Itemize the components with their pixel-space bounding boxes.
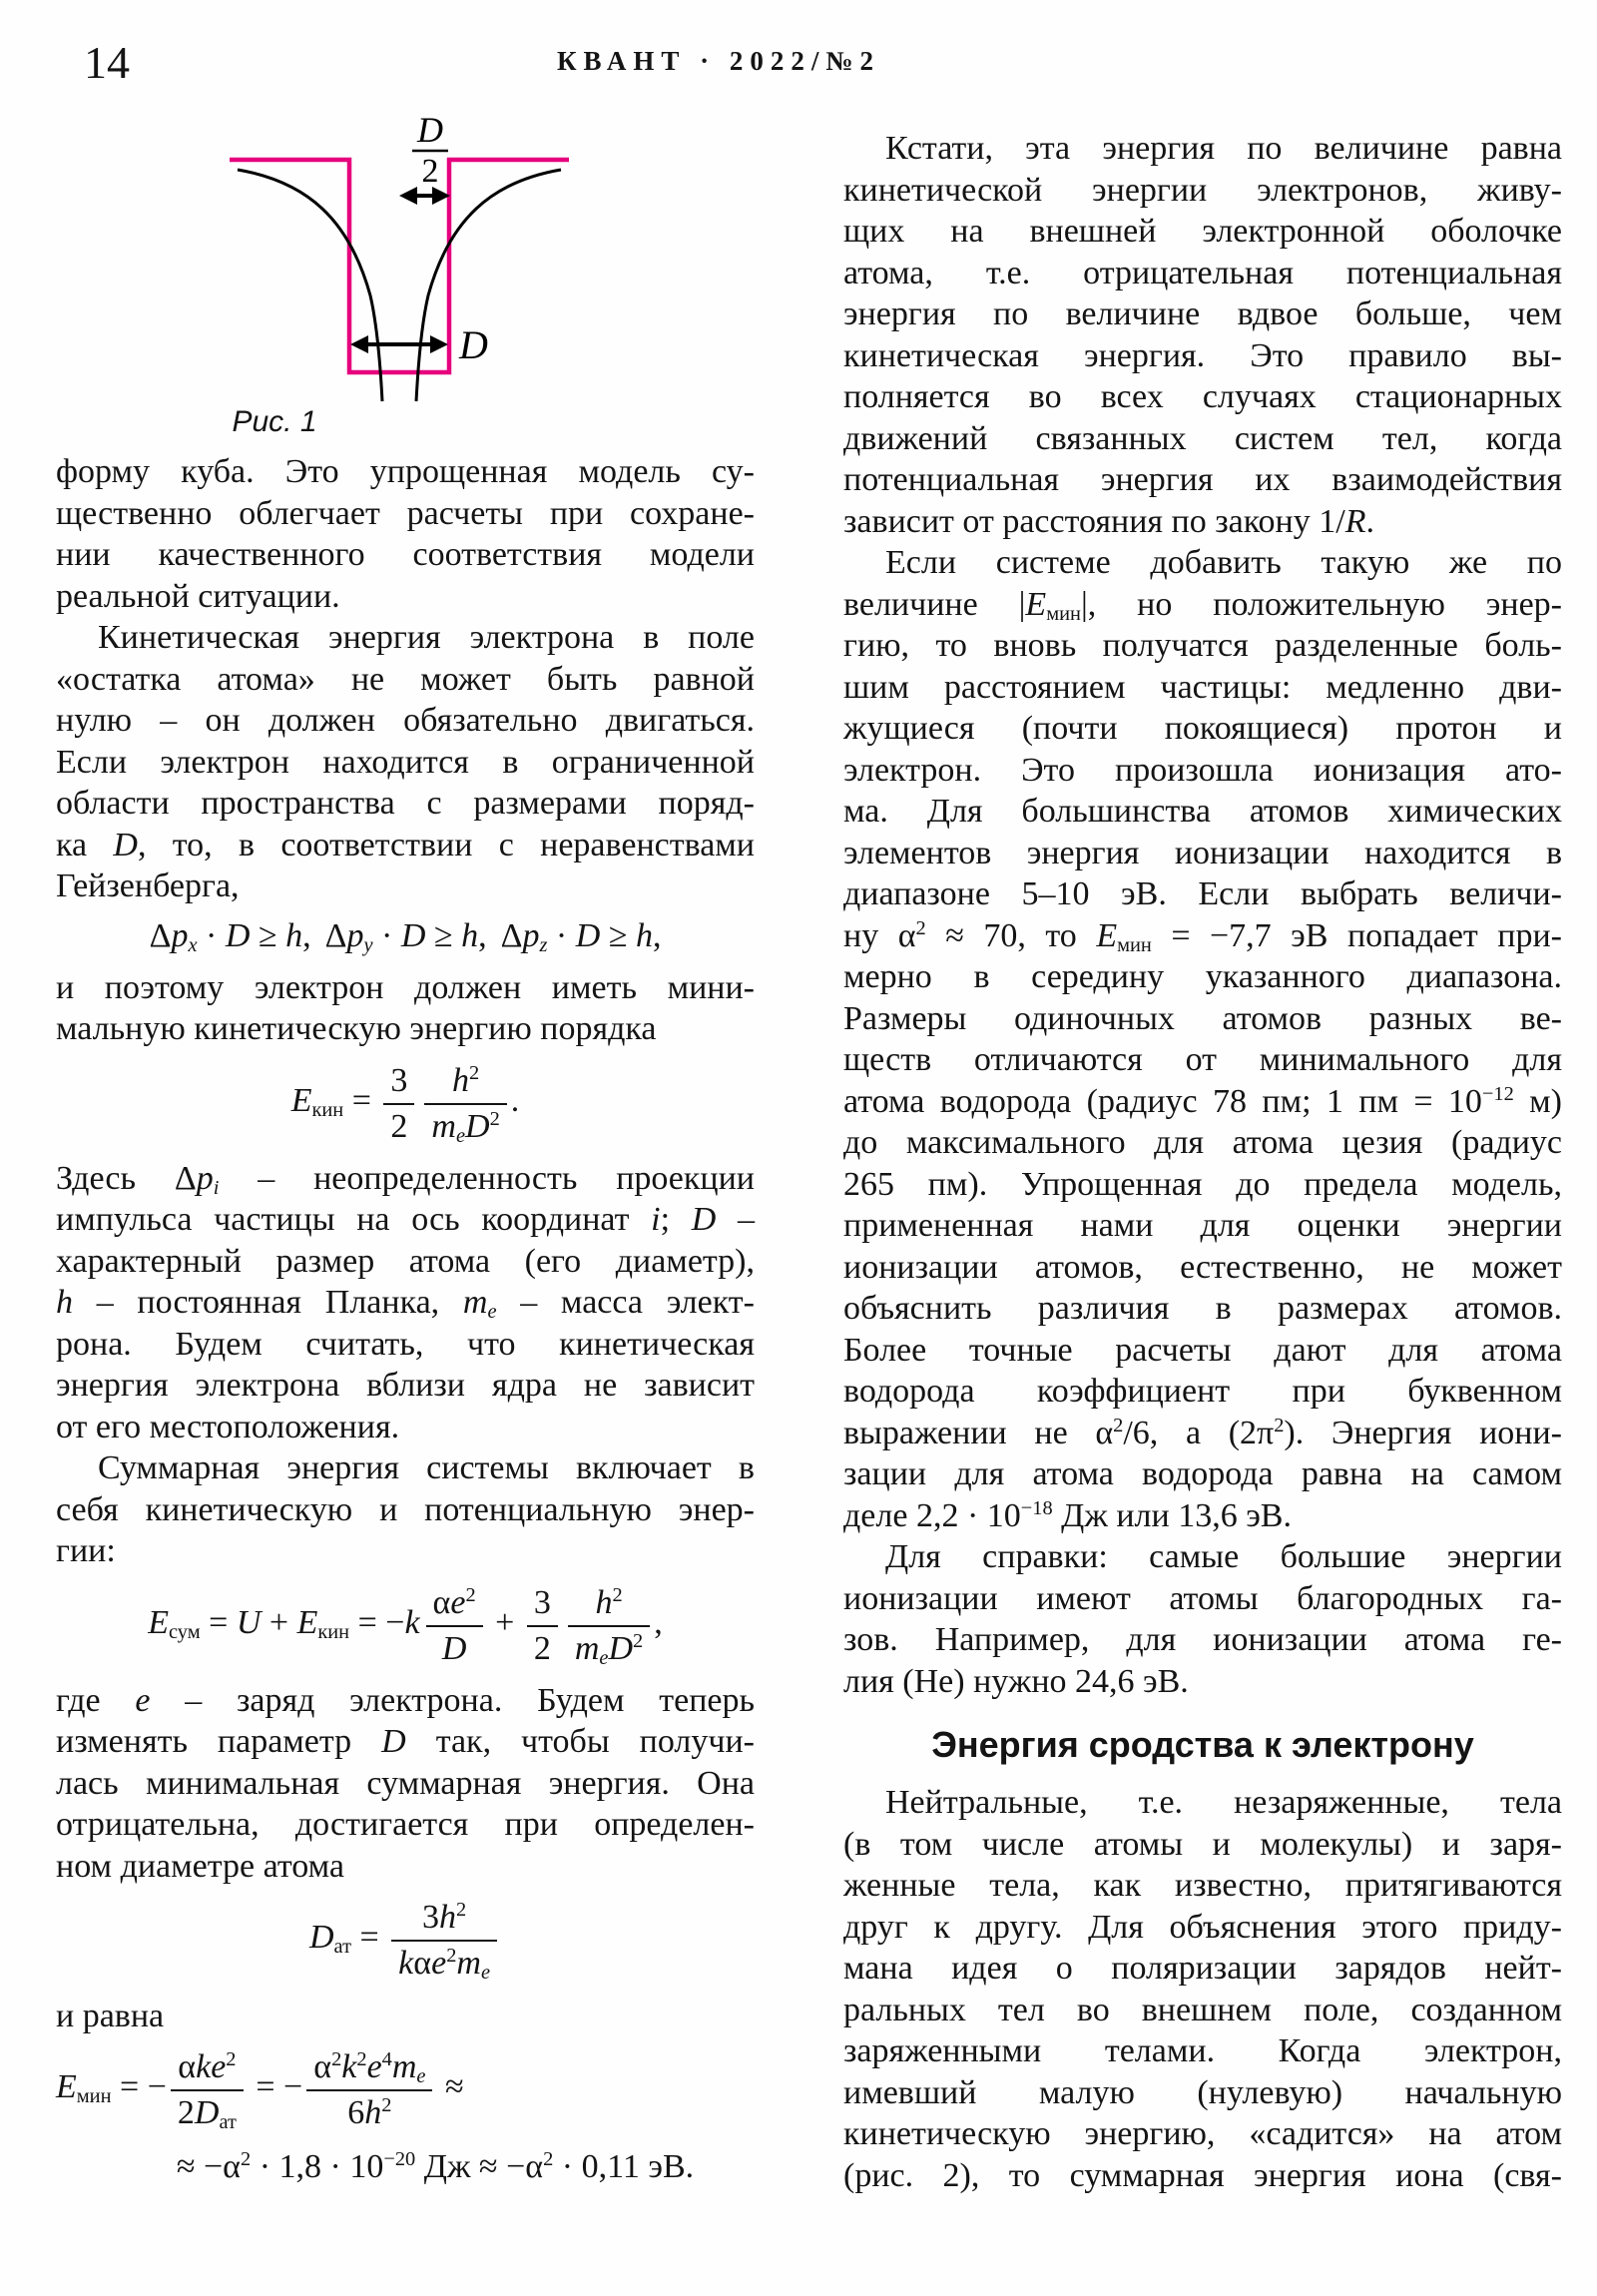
journal-title: КВАНТ · 2022/№2 [556,46,881,76]
text-line: гию, то вновь получатся разделенные боль- [843,627,1562,664]
text-line: (рис. 2), то суммарная энергия иона (свя- [843,2156,1562,2194]
text-line: рона. Будем считать, что кинетическая [56,1325,755,1363]
text-line: Более точные расчеты дают для атома [843,1331,1562,1369]
text-line: себя кинетическую и потенциальную энер- [56,1490,755,1528]
text-line: отрицательна, достигается при определен- [56,1806,755,1844]
paragraph [56,967,755,1050]
text-line: лась минимальная суммарная энергия. Она [56,1764,755,1802]
paragraph [843,128,1562,542]
figure-1 [150,86,599,417]
figure-1-caption: Рис. 1 [232,405,317,438]
text-line: Размеры одиночных атомов разных ве- [843,999,1562,1037]
text-line: ном диаметре атома [56,1847,344,1885]
text-line: потенциальная энергия их взаимодействия [843,461,1562,498]
text-line: ионизации атомов, естественно, не может [843,1248,1562,1286]
text-line: Гейзенберга, [56,867,240,904]
fraction: $\frac{h^2}{m_eD^2}$ [568,1582,650,1668]
width-arrowhead-left [350,335,368,353]
text-line: Если системе добавить такую же по [885,544,1562,581]
text-line: и поэтому электрон должен иметь мини- [56,968,755,1006]
text-line: зависит от расстояния по закону 1/R. [843,502,1374,540]
text-line: мальную кинетическую энергию порядка [56,1010,657,1048]
text-line: Кстати, эта энергия по величине равна [885,130,1562,167]
text-line: области пространства с размерами поряд- [56,785,755,822]
text-line: нулю – он должен обязательно двигаться. [56,702,755,739]
text-line: электрон. Это произошла ионизация ато- [843,751,1562,789]
text-line: ка D, то, в соответствии с неравенствами [56,826,755,863]
text-line: заряженными телами. Когда электрон, [843,2032,1562,2069]
potential-well-diagram [150,86,599,417]
paragraph [843,1536,1562,1702]
text-line: щественно облегчает расчеты при сохране- [56,494,755,532]
text-line: Суммарная энергия системы включает в [98,1449,755,1487]
text-line: движений связанных систем тел, когда [843,419,1562,457]
formula-row: $D_{ат}$ = $\frac{3h^2}{k\alpha e^2m_e}$ [56,1897,755,1983]
fraction: $\frac{\alpha^2k^2e^4m_e}{6h^2}$ [306,2046,432,2132]
right-text-column [843,128,1562,2196]
text-line: где e – заряд электрона. Будем теперь [56,1681,755,1719]
text-line: до максимального для атома цезия (радиус [843,1124,1562,1161]
text-line: атома, т.е. отрицательная потенциальная [843,254,1562,291]
left-text-column [56,451,755,2198]
text-line: зации для атома водорода равна на самом [843,1455,1562,1492]
text-line: ществ отличаются от минимального для [843,1041,1562,1078]
text-line: Здесь $\Delta p_i$ – неопределенность проекции [56,1159,755,1199]
display-formula [56,1887,755,1995]
paragraph [843,1782,1562,2196]
formula-row: $\Delta p_x \cdot D \ge h$, $\Delta p_y \cdot D \ge h$, $\Delta p_z \cdot D \ge h$, [149,916,662,956]
paragraph [843,542,1562,1536]
display-formula [56,1050,755,1158]
text-line: кинетическую энергию, «садится» на атом [843,2115,1562,2152]
fraction: $\frac{h^2}{m_eD^2}$ [424,1060,506,1146]
text-line: кинетическая энергия. Это правило вы- [843,336,1562,374]
fraction: $\frac{\alpha e^2}{D}$ [426,1582,483,1668]
text-line: деле $2,2 \cdot 10^{-18}$ Дж или 13,6 эВ. [843,1496,1292,1534]
text-line: реальной ситуации. [56,577,340,615]
potential-well-outline [230,160,569,372]
text-line: кинетической энергии электронов, живу- [843,171,1562,209]
text-line: Для справки: самые большие энергии [885,1538,1562,1575]
fraction: $\frac{3h^2}{k\alpha e^2m_e}$ [391,1897,497,1983]
paragraph [56,1158,755,1448]
text-line: 265 пм). Упрощенная до предела модель, [843,1165,1562,1203]
coulomb-curve-left [238,170,382,401]
formula-row: $E_{кин}$ = $\frac{3}{2}$ $\frac{h^2}{m_eD^2}$ . [290,1061,520,1147]
formula-row: $E_{мин}$ = − $\frac{\alpha ke^2}{2D_{ат}}$ = − $\frac{\alpha^2k^2e^4m_e}{6h^2}$ ≈ [56,2047,464,2134]
text-line: лия (He) нужно 24,6 эВ. [843,1662,1189,1700]
text-line: ма. Для большинства атомов химических [843,793,1562,830]
paragraph [56,1680,755,1888]
width-label: D [459,322,488,367]
text-line: ионизации имеют атомы благородных га- [843,1579,1562,1617]
display-formula [56,907,755,967]
half-width-label-numerator: D [417,110,443,150]
paragraph [56,617,755,907]
display-formula [56,2036,755,2198]
text-line: диапазоне 5–10 эВ. Если выбрать величи- [843,875,1562,912]
formula-row: $E_{сум} = U + E_{кин} = -k$ $\frac{\alpha e^2}{D}$ + $\frac{3}{2}$ $\frac{h^2}{m_eD^2}$ , [148,1583,663,1669]
text-line: изменять параметр D так, чтобы получи- [56,1723,755,1761]
page-number: 14 [84,37,130,88]
text-line: имевший малую (нулевую) начальную [843,2073,1562,2111]
formula-row: ≈ $-\alpha^2 \cdot 1,8 \cdot 10^{-20}$ Дж ≈ $-\alpha^2 \cdot 0,11$ эВ. [176,2147,695,2186]
text-line: зов. Например, для ионизации атома ге- [843,1621,1562,1658]
paragraph [56,451,755,617]
text-line: женные тела, как известно, притягиваются [843,1867,1562,1904]
text-line: (в том числе атомы и молекулы) и заря- [843,1825,1562,1863]
text-line: примененная нами для оценки энергии [843,1207,1562,1244]
text-line: величине $|E_{мин}|$, но положительную энер- [843,585,1562,625]
paragraph [56,1996,755,2037]
text-line: ральных тел во внешнем поле, созданном [843,1991,1562,2028]
text-line: Нейтральные, т.е. незаряженные, тела [885,1784,1562,1821]
text-line: полняется во всех случаях стационарных [843,378,1562,415]
text-line: энергия электрона вблизи ядра не зависит [56,1367,755,1405]
display-formula [56,1572,755,1680]
width-arrowhead-right [430,335,448,353]
text-line: импульса частицы на ось координат i; D – [56,1201,756,1239]
text-line: и равна [56,1997,165,2034]
text-line: мерно в середину указанного диапазона. [843,958,1562,995]
paragraph [56,1447,755,1572]
text-line: Кинетическая энергия электрона в поле [98,619,755,656]
text-line: «остатка атома» не может быть равной [56,660,755,698]
text-line: ну $\alpha^2 \approx 70$, то $E_{мин} = -7,7$ эВ попадает при- [843,916,1562,956]
text-line: атома водорода (радиус 78 пм; 1 пм = $10^{-12}$ м) [843,1082,1562,1120]
half-width-arrowhead-left [399,187,417,205]
text-line: форму куба. Это упрощенная модель су- [56,453,755,490]
text-line: шим расстоянием частицы: медленно дви- [843,668,1562,706]
coulomb-curve-right [416,170,561,401]
text-line: характерный размер атома (его диаметр), [56,1242,755,1280]
section-heading: Энергия сродства к электрону [931,1724,1474,1765]
fraction: $\frac{3}{2}$ [383,1060,414,1146]
text-line: энергия по величине вдвое больше, чем [843,295,1562,332]
text-line: щих на внешней электронной оболочке [843,213,1562,250]
text-line: гии: [56,1532,116,1570]
text-line: друг к другу. Для объяснения этого приду- [843,1908,1562,1946]
text-line: водорода коэффициент при буквенном [843,1373,1562,1410]
text-line: Если электрон находится в ограниченной [56,743,755,781]
fraction: $\frac{3}{2}$ [527,1582,558,1668]
fraction: $\frac{\alpha ke^2}{2D_{ат}}$ [171,2046,244,2132]
text-line: от его местоположения. [56,1408,400,1445]
text-line: жущиеся (почти покоящиеся) протон и [843,710,1562,747]
text-line: выражении не $\alpha^2/6$, а $(2\pi^2)$. Энергия иони- [843,1414,1562,1451]
text-line: нии качественного соответствия модели [56,536,755,573]
half-width-label-denominator: 2 [421,153,439,190]
text-line: h – постоянная Планка, $m_e$ – масса элект- [56,1284,755,1324]
text-line: мана идея о поляризации зарядов нейт- [843,1950,1562,1987]
text-line: элементов энергия ионизации находится в [843,834,1562,871]
text-line: объяснить различия в размерах атомов. [843,1290,1562,1327]
